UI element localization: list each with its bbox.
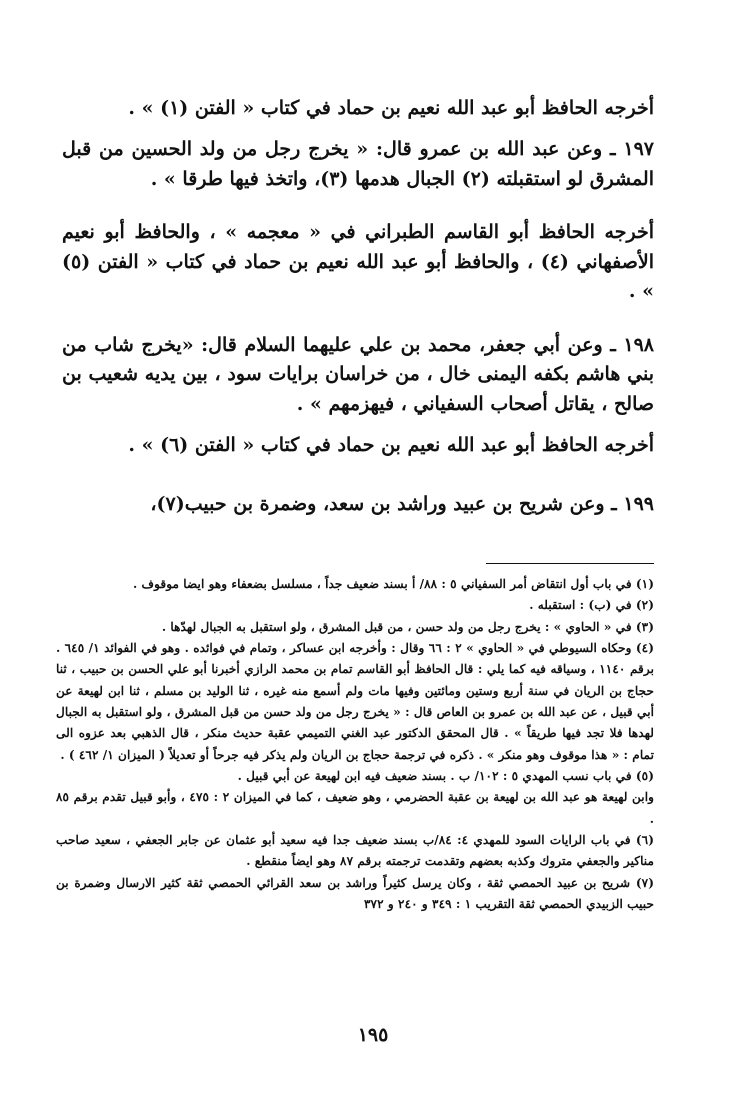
paragraph-1: أخرجه الحافظ أبو عبد الله نعيم بن حماد في كتاب « الفتن (١) » . [128, 97, 654, 119]
footnote-4: (٤) وحكاه السيوطي في « الحاوي » ٢ : ٦٦ وقال : وأخرجه ابن عساكر ، وتمام في فوائده . وهو في الفوائد ١/ ٦٤٥ . برقم ١١٤٠ ، وسياقه فيه كما يلي : قال الحافظ أبو القاسم تمام بن محمد الرازي أخبرنا أبو علي الحسن بن حبيب ، ثنا حجاج بن الريان في سنة أربع وستين ومائتين وفيها مات ولم أسمع منه غيره ، ثنا الوليد بن مسلم ، ثنا ابن لهيعة عن أبي قبيل ، عن عبد الله بن عمرو بن العاص قال : « يخرج رجل من ولد حسن من قبل المشرق ، ولو استقبل به الجبال لهدها فلا تجد فيها طريقاً » . قال المحقق الدكتور عبد الغني التميمي عقبة حديث منكر ، قال الذهبي بعد عزوه الى تمام : « هذا موقوف وهو منكر » . ذكره في ترجمة حجاج بن الريان ولم يذكر فيه جرحاً أو تعديلاً ( الميزان ١/ ٤٦٢ ) . [56, 641, 654, 762]
paragraph-5: أخرجه الحافظ أبو عبد الله نعيم بن حماد في كتاب « الفتن (٦) » . [128, 433, 654, 456]
paragraph-3: أخرجه الحافظ أبو القاسم الطبراني في « معجمه » ، والحافظ أبو نعيم الأصفهاني (٤) ، والحافظ أبو عبد الله نعيم بن حماد في كتاب « الفتن (٥) » . [62, 221, 654, 303]
footnote-2: (٢) في (ب) : استقبله . [529, 598, 654, 613]
paragraph-4: ١٩٨ ـ وعن أبي جعفر، محمد بن علي عليهما السلام قال: «يخرج شاب من بني هاشم بكفه اليمنى خال ، من خراسان برايات سود ، بين يديه شعيب بن صالح ، يقاتل أصحاب السفياني ، فيهزمهم » . [62, 333, 654, 415]
footnote-1: (١) في باب أول انتقاض أمر السفياني ٥ : ٨٨/ أ بسند ضعيف جداً ، مسلسل بضعفاء وهو ايضا موقوف . [132, 577, 654, 591]
paragraph-2: ١٩٧ ـ وعن عبد الله بن عمرو قال: « يخرج رجل من ولد الحسين من قبل المشرق لو استقبلته (٢) الجبال هدمها (٣)، واتخذ فيها طرقا » . [62, 138, 654, 190]
page-number: ١٩٥ [357, 1024, 389, 1046]
footnote-5: (٥) في باب نسب المهدي ٥ : ١٠٢/ ب . بسند ضعيف فيه ابن لهيعة عن أبي قبيل . [237, 769, 654, 784]
footnote-6: (٦) في باب الرايات السود للمهدي ٤: ٨٤/ب بسند ضعيف جدا فيه سعيد أبو عثمان عن جابر الجعفي ، سعيد صاحب مناكير والجعفي متروك وكذبه بعضهم وتقدمت ترجمته برقم ٨٧ وهو ايضاً منقطع . [56, 833, 654, 869]
main-text [62, 94, 654, 520]
footnote-7: (٧) شريح بن عبيد الحمصي ثقة ، وكان يرسل كثيراً وراشد بن سعد القرائي الحمصي ثقة كثير الارسال وضمرة بن حبيب الزبيدي الحمصي ثقة التقريب ١ : ٣٤٩ و ٢٤٠ و ٣٧٢ [56, 875, 654, 912]
footnote-3: (٣) في « الحاوي » : يخرج رجل من ولد حسن ، من قبل المشرق ، ولو استقبل به الجبال لهدّها . [161, 619, 654, 634]
footnote-divider [486, 563, 654, 564]
paragraph-6: ١٩٩ ـ وعن شريح بن عبيد وراشد بن سعد، وضمرة بن حبيب(٧)، [150, 493, 654, 516]
footnotes [56, 574, 654, 916]
footnote-5-continuation: وابن لهيعة هو عبد الله بن لهيعة بن عقبة الحضرمي ، وهو ضعيف ، كما في الميزان ٢ : ٤٧٥ ، وأبو قبيل تقدم برقم ٨٥ . [56, 790, 654, 826]
